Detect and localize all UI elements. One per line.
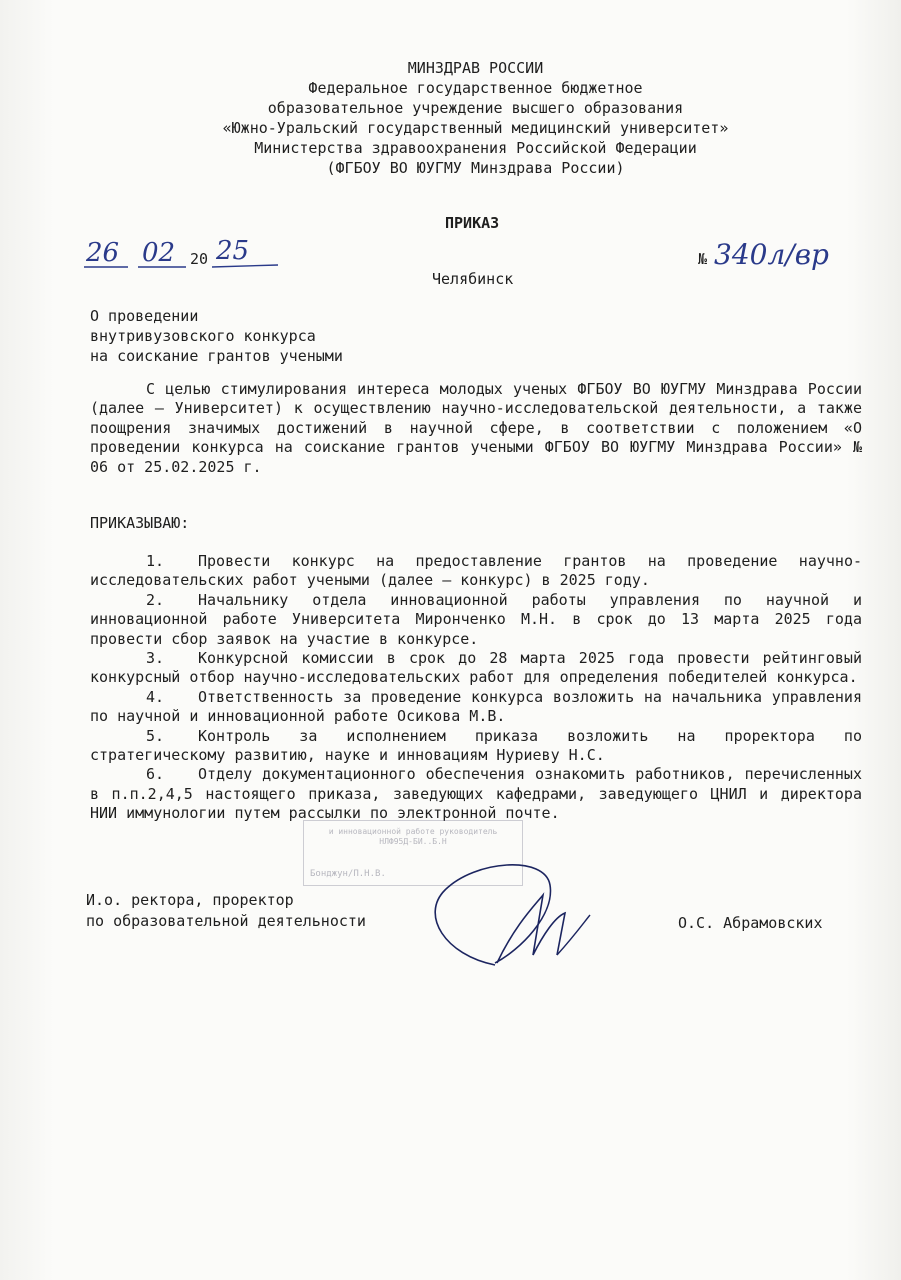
item-text: Провести конкурс на предоставление грантов на проведение научно-исследовательских работ учеными (далее – конкурс) в 2025 году. <box>90 552 862 590</box>
order-item <box>90 591 862 649</box>
position-line: по образовательной деятельности <box>86 912 366 930</box>
item-text: Контроль за исполнением приказа возложить на проректора по стратегическому развитию, науке и инновациям Нуриеву Н.С. <box>90 726 862 765</box>
city: Челябинск <box>432 270 514 288</box>
date-year-prefix: 20 <box>190 250 209 268</box>
order-item <box>90 649 862 688</box>
date-day-handwritten: 26 <box>86 238 120 268</box>
date-underline <box>82 264 282 270</box>
stamp-name: Бонджун/П.Н.В. <box>310 869 386 879</box>
signatory-position <box>86 890 366 932</box>
header-line: (ФГБОУ ВО ЮУГМУ Минздрава России) <box>326 159 625 177</box>
stamp-line: НЛФ95Д-БИ..Б.Н <box>379 837 447 846</box>
order-subject <box>90 306 343 366</box>
header-line: Министерства здравоохранения Российской Федерации <box>254 139 697 157</box>
date-month-handwritten: 02 <box>142 238 176 268</box>
subject-line: внутривузовского конкурса <box>90 327 316 345</box>
item-number: 2. <box>146 590 165 609</box>
order-items <box>90 552 862 824</box>
order-date <box>82 236 282 280</box>
order-item <box>90 552 862 591</box>
item-text: Конкурсной комиссии в срок до 28 марта 2025 года провести рейтинговый конкурсный отбор научно-исследовательских работ для определения победителей конкурса. <box>90 649 862 687</box>
order-item <box>90 727 862 766</box>
date-year-handwritten: 25 <box>216 236 250 266</box>
header-line: «Южно-Уральский государственный медицинский университет» <box>222 119 729 137</box>
item-number: 1. <box>146 552 165 570</box>
organization-header <box>0 58 901 178</box>
number-handwritten: 340л/вр <box>714 238 829 271</box>
preamble-paragraph: С целью стимулирования интереса молодых ученых ФГБОУ ВО ЮУГМУ Минздрава России (далее – Университет) к осуществлению научно-исследовательской деятельности, а также поощрения значимых достижений в научной сфере, в соответствии с положением «О проведении конкурса на соискание грантов учеными ФГБОУ ВО ЮУГМУ Минздрава России» № 06 от 25.02.2025 г. <box>90 380 862 476</box>
signer-name: О.С. Абрамовских <box>678 914 823 932</box>
order-title: ПРИКАЗ <box>445 214 500 232</box>
item-text: Ответственность за проведение конкурса возложить на начальника управления по научной и инновационной работе Осикова М.В. <box>90 687 862 726</box>
item-number: 6. <box>146 765 165 784</box>
header-line: образовательное учреждение высшего образования <box>267 99 684 117</box>
item-text: Начальнику отдела инновационной работы управления по научной и инновационной работе Университета Миронченко М.Н. в срок до 13 марта 2025 года провести сбор заявок на участие в конкурсе. <box>90 590 862 648</box>
header-line: Федеральное государственное бюджетное <box>308 79 643 97</box>
position-line: И.о. ректора, проректор <box>86 891 294 909</box>
stamp-line: и инновационной работе руководитель <box>328 827 498 836</box>
item-text: Отделу документационного обеспечения ознакомить работников, перечисленных в п.п.2,4,5 настоящего приказа, заведующих кафедрами, заведующего ЦНИЛ и директора НИИ иммунологии путем рассылки по электронной почте. <box>90 765 862 823</box>
item-number: 5. <box>146 726 165 745</box>
order-item <box>90 765 862 823</box>
order-word: ПРИКАЗЫВАЮ: <box>90 514 190 532</box>
subject-line: на соискание грантов учеными <box>90 347 343 365</box>
subject-line: О проведении <box>90 307 199 325</box>
order-number <box>698 240 868 280</box>
item-number: 3. <box>146 649 165 668</box>
item-number: 4. <box>146 687 165 706</box>
order-item <box>90 688 862 727</box>
header-line: МИНЗДРАВ РОССИИ <box>407 59 544 77</box>
handwritten-signature <box>425 855 605 975</box>
number-label: № <box>698 250 708 268</box>
